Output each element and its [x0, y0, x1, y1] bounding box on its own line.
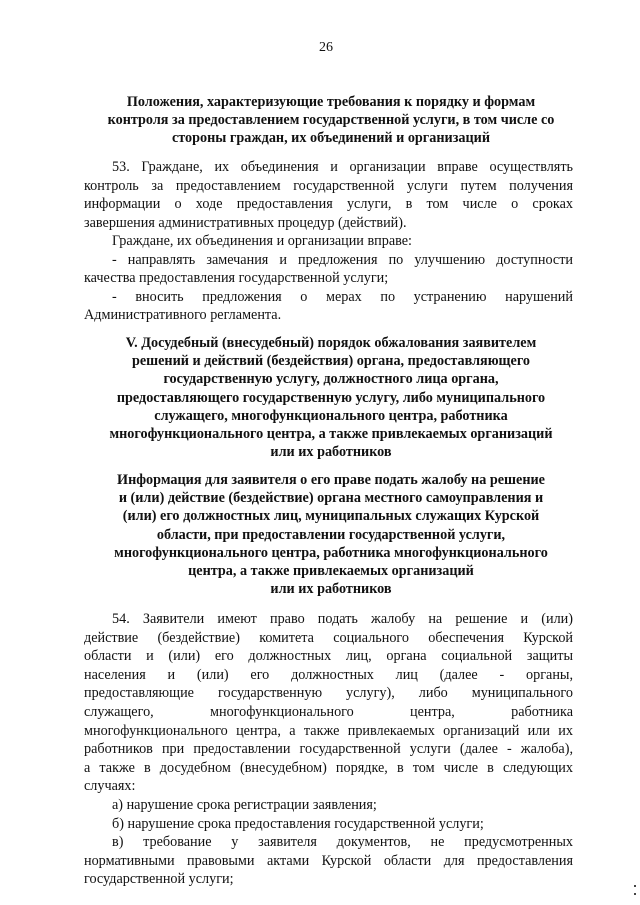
paragraph-53-rights: [84, 232, 573, 325]
text-line: Граждане, их объединения и организации вправе:: [112, 233, 412, 249]
list-item: б) нарушение срока предоставления государственной услуги;: [112, 815, 484, 832]
text-line: завершения административных процедур (действий).: [84, 214, 407, 231]
heading-line: многофункционального центра, а также привлекаемых организаций: [109, 426, 553, 443]
paragraph-53: [84, 158, 573, 232]
heading-line: служащего, многофункционального центра, работника: [154, 407, 508, 424]
heading-line: государственную услугу, должностного лица органа,: [163, 371, 499, 388]
text-line: - направлять замечания и предложения по улучшению доступности: [112, 251, 573, 268]
heading-line: и (или) действие (бездействие) органа местного самоуправления и: [118, 490, 544, 507]
list-item: в) требование у заявителя документов, не предусмотренных: [112, 834, 573, 851]
scan-mark: [634, 885, 636, 887]
text-line: Административного регламента.: [84, 307, 282, 324]
heading-line: Положения, характеризующие требования к порядку и формам: [126, 94, 536, 110]
page-number: 26: [319, 40, 333, 55]
heading-line: многофункционального центра, работника многофункционального: [114, 544, 548, 561]
heading-line: Информация для заявителя о его праве подать жалобу на решение: [117, 472, 545, 488]
text-line: качества предоставления государственной услуги;: [84, 270, 389, 287]
text-line: населения и (или) его должностных лиц (далее - органы,: [84, 666, 573, 683]
text-line: предоставляющие государственную услугу), либо муниципального: [84, 685, 573, 702]
heading-line: области, при предоставлении государственной услуги,: [156, 526, 506, 543]
heading-line: контроля за предоставлением государственной услуги, в том числе со: [107, 112, 555, 129]
heading-line: V. Досудебный (внесудебный) порядок обжалования заявителем: [125, 335, 537, 351]
section-heading-info: [92, 471, 570, 598]
text-line: многофункционального центра, а также привлекаемых организаций или их: [84, 722, 573, 739]
heading-line: или их работников: [270, 581, 392, 598]
text-line: работников при предоставлении государственной услуги (далее - жалоба),: [84, 741, 573, 758]
text-line: - вносить предложения о мерах по устранению нарушений: [112, 288, 573, 305]
heading-line: решений и действий (бездействия) органа, предоставляющего: [131, 353, 531, 370]
text-line: а также в досудебном (внесудебном) порядке, в том числе в следующих: [84, 759, 573, 776]
text-line: 54. Заявители имеют право подать жалобу на решение и (или): [112, 611, 573, 627]
list-item: а) нарушение срока регистрации заявления;: [112, 797, 377, 813]
text-line: действие (бездействие) комитета социального обеспечения Курской: [84, 629, 573, 646]
heading-line: предоставляющего государственную услугу, либо муниципального: [116, 389, 546, 406]
section-heading-v: [92, 334, 570, 461]
violations-list: [84, 796, 573, 889]
heading-line: центра, а также привлекаемых организаций: [188, 563, 474, 580]
heading-line: (или) его должностных лиц, муниципальных служащих Курской: [122, 508, 540, 525]
text-line: случаях:: [84, 778, 136, 795]
list-item-continuation: государственной услуги;: [84, 871, 234, 888]
heading-line: стороны граждан, их объединений и организаций: [171, 130, 491, 147]
list-item-continuation: нормативными правовыми актами Курской области для предоставления: [84, 852, 573, 869]
text-line: контроль за предоставлением государственной услуги путем получения: [84, 177, 573, 194]
text-line: области и (или) его должностных лиц, органа социальной защиты: [84, 648, 573, 665]
text-line: служащего, многофункционального центра, работника: [84, 703, 573, 720]
text-line: информации о ходе предоставления услуги, в том числе о сроках: [84, 196, 573, 213]
paragraph-54: [84, 610, 573, 796]
text-line: 53. Граждане, их объединения и организации вправе осуществлять: [112, 159, 573, 175]
scan-mark: [634, 893, 636, 895]
section-heading-control: [92, 93, 570, 148]
heading-line: или их работников: [270, 444, 392, 461]
